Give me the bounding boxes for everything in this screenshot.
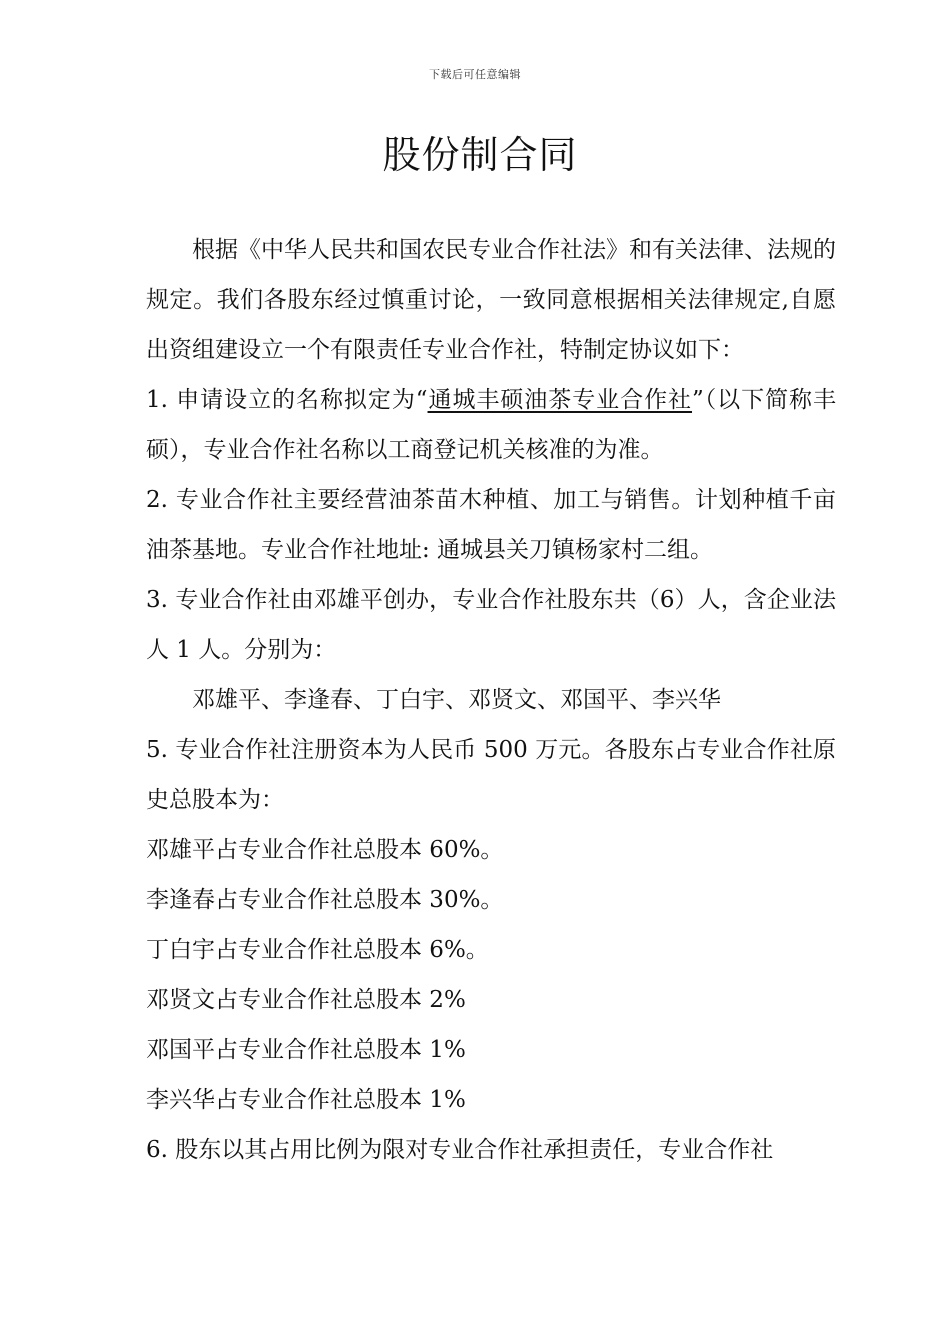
share-item: 李兴华占专业合作社总股本 1% xyxy=(146,1087,466,1113)
share-item: 李逢春占专业合作社总股本 30%。 xyxy=(146,887,504,913)
clause-1 xyxy=(146,375,836,475)
clause-3: 3. 专业合作社由邓雄平创办，专业合作社股东共（6）人，含企业法人 1 人。分别为： xyxy=(146,587,836,663)
clause-5: 5. 专业合作社注册资本为人民币 500 万元。各股东占专业合作社原史总股本为： xyxy=(146,737,836,813)
clause-1-prefix: 1. 申请设立的名称拟定为“ xyxy=(146,387,428,413)
clause-2: 2. 专业合作社主要经营油茶苗木种植、加工与销售。计划种植千亩油茶基地。专业合作社地址: 通城县关刀镇杨家村二组。 xyxy=(146,487,836,563)
share-item: 邓雄平占专业合作社总股本 60%。 xyxy=(146,837,504,863)
share-item: 邓国平占专业合作社总股本 1% xyxy=(146,1037,466,1063)
clause-6: 6. 股东以其占用比例为限对专业合作社承担责任，专业合作社 xyxy=(146,1137,774,1163)
document-body xyxy=(146,225,836,1175)
share-item: 丁白宇占专业合作社总股本 6%。 xyxy=(146,937,489,963)
intro-paragraph: 根据《中华人民共和国农民专业合作社法》和有关法律、法规的规定。我们各股东经过慎重讨论，一致同意根据相关法律规定,自愿出资组建设立一个有限责任专业合作社，特制定协议如下： xyxy=(146,237,836,363)
share-item: 邓贤文占专业合作社总股本 2% xyxy=(146,987,466,1013)
header-note: 下载后可任意编辑 xyxy=(429,68,521,81)
document-title: 股份制合同 xyxy=(382,133,578,177)
clause-1-suffix: ”（以下简称丰硕），专业合作社名称以工商登记机关核准的为准。 xyxy=(146,387,837,463)
cooperative-name: 通城丰硕油茶专业合作社 xyxy=(427,387,693,413)
shareholders-list: 邓雄平、李逢春、丁白宇、邓贤文、邓国平、李兴华 xyxy=(192,687,721,713)
